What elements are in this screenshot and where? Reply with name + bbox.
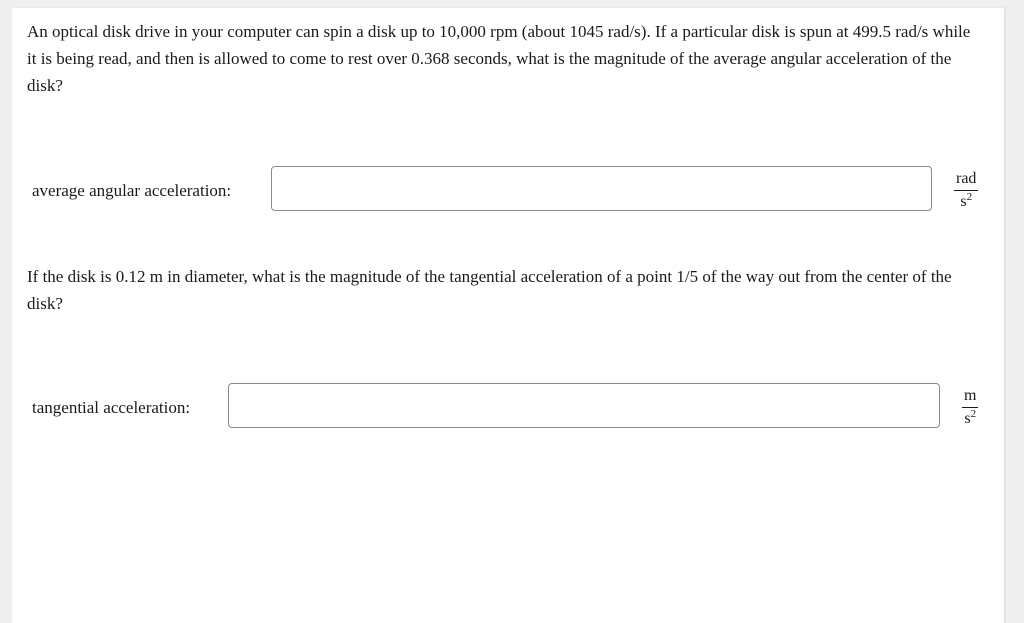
average-angular-acceleration-input[interactable]: [271, 166, 932, 211]
tangential-acceleration-label: tangential acceleration:: [32, 398, 191, 417]
unit-denominator-base: s: [964, 410, 971, 427]
unit-m-per-s2: [962, 387, 978, 428]
question-part2-text: If the disk is 0.12 m in diameter, what is the magnitude of the tangential acceleration of a point 1/5 of the way out from the center of the disk?: [27, 267, 952, 313]
question-card: [12, 8, 1004, 623]
tangential-acceleration-input[interactable]: [228, 383, 940, 428]
unit-denominator: [954, 191, 978, 211]
unit-rad-per-s2: [954, 170, 978, 211]
unit-denominator: [962, 408, 978, 428]
unit-exponent: 2: [966, 191, 973, 203]
unit-exponent: 2: [970, 408, 977, 420]
question-part1-text: An optical disk drive in your computer can spin a disk up to 10,000 rpm (about 1045 rad/s). If a particular disk is spun at 499.5 rad/s while it is being read, and then is allowed to come to rest over 0.368 seconds, what is the magnitude of the average angular acceleration of the disk?: [27, 22, 971, 95]
unit-numerator: rad: [954, 170, 978, 191]
unit-numerator: m: [962, 387, 978, 408]
average-angular-acceleration-label: average angular acceleration:: [32, 181, 232, 200]
unit-denominator-base: s: [960, 193, 967, 210]
